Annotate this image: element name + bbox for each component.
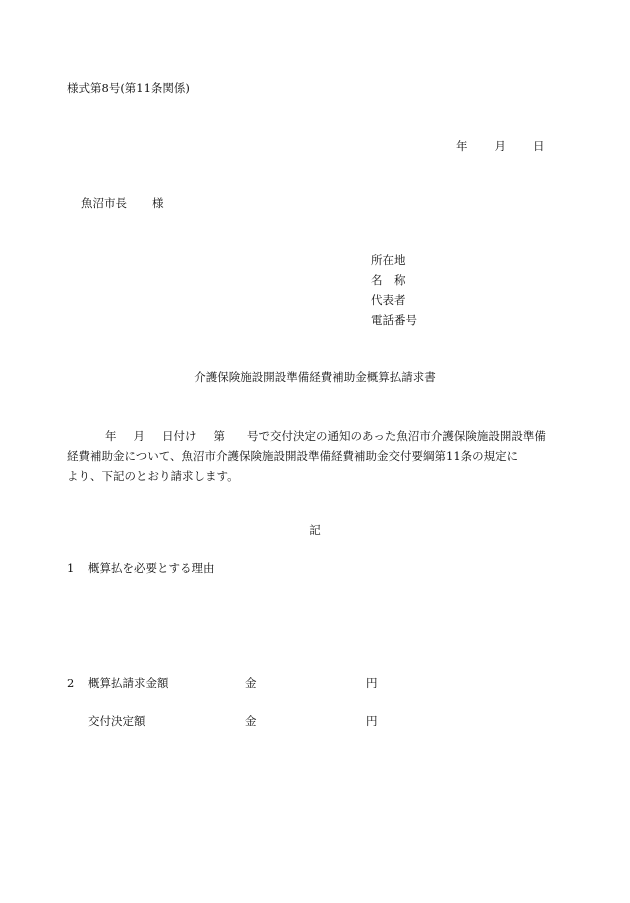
body-day-dated: 日付け (162, 429, 197, 443)
addressee-name: 魚沼市長 (81, 196, 127, 210)
date-line (456, 138, 545, 154)
form-number: 様式第8号(第11条関係) (67, 81, 190, 95)
item-2-number: 2 (67, 676, 75, 690)
item-2-label: 概算払請求金額 (88, 676, 169, 690)
body-line-3: より、下記のとおり請求します。 (67, 469, 239, 483)
item-1-label: 概算払を必要とする理由 (88, 561, 215, 575)
applicant-block (371, 253, 417, 333)
date-day: 日 (533, 139, 545, 153)
ki-heading: 記 (309, 523, 321, 537)
sub-item-kin: 金 (245, 714, 257, 728)
applicant-phone-label: 電話番号 (371, 313, 417, 327)
applicant-name-label: 名 称 (371, 273, 406, 287)
document-title: 介護保険施設開設準備経費補助金概算払請求書 (194, 370, 436, 384)
date-month: 月 (494, 139, 506, 153)
applicant-representative-label: 代表者 (371, 293, 406, 307)
applicant-address-label: 所在地 (371, 253, 406, 267)
body-line-2: 経費補助金について、魚沼市介護保険施設開設準備経費補助金交付要綱第11条の規定に (67, 449, 519, 463)
item-2-en: 円 (366, 676, 378, 690)
date-year: 年 (456, 139, 468, 153)
body-line-1 (67, 426, 562, 446)
body-year: 年 (105, 429, 117, 443)
addressee (81, 195, 164, 211)
sub-item-label: 交付決定額 (88, 714, 146, 728)
item-1 (67, 560, 215, 576)
body-month: 月 (133, 429, 145, 443)
addressee-honorific: 様 (152, 196, 164, 210)
item-2 (67, 675, 169, 691)
body-number-prefix: 第 (213, 429, 225, 443)
body-paragraph (67, 426, 562, 486)
item-1-number: 1 (67, 561, 75, 575)
sub-item-en: 円 (366, 714, 378, 728)
item-2-kin: 金 (245, 676, 257, 690)
body-line-1-rest: 号で交付決定の通知のあった魚沼市介護保険施設開設準備 (247, 429, 546, 443)
